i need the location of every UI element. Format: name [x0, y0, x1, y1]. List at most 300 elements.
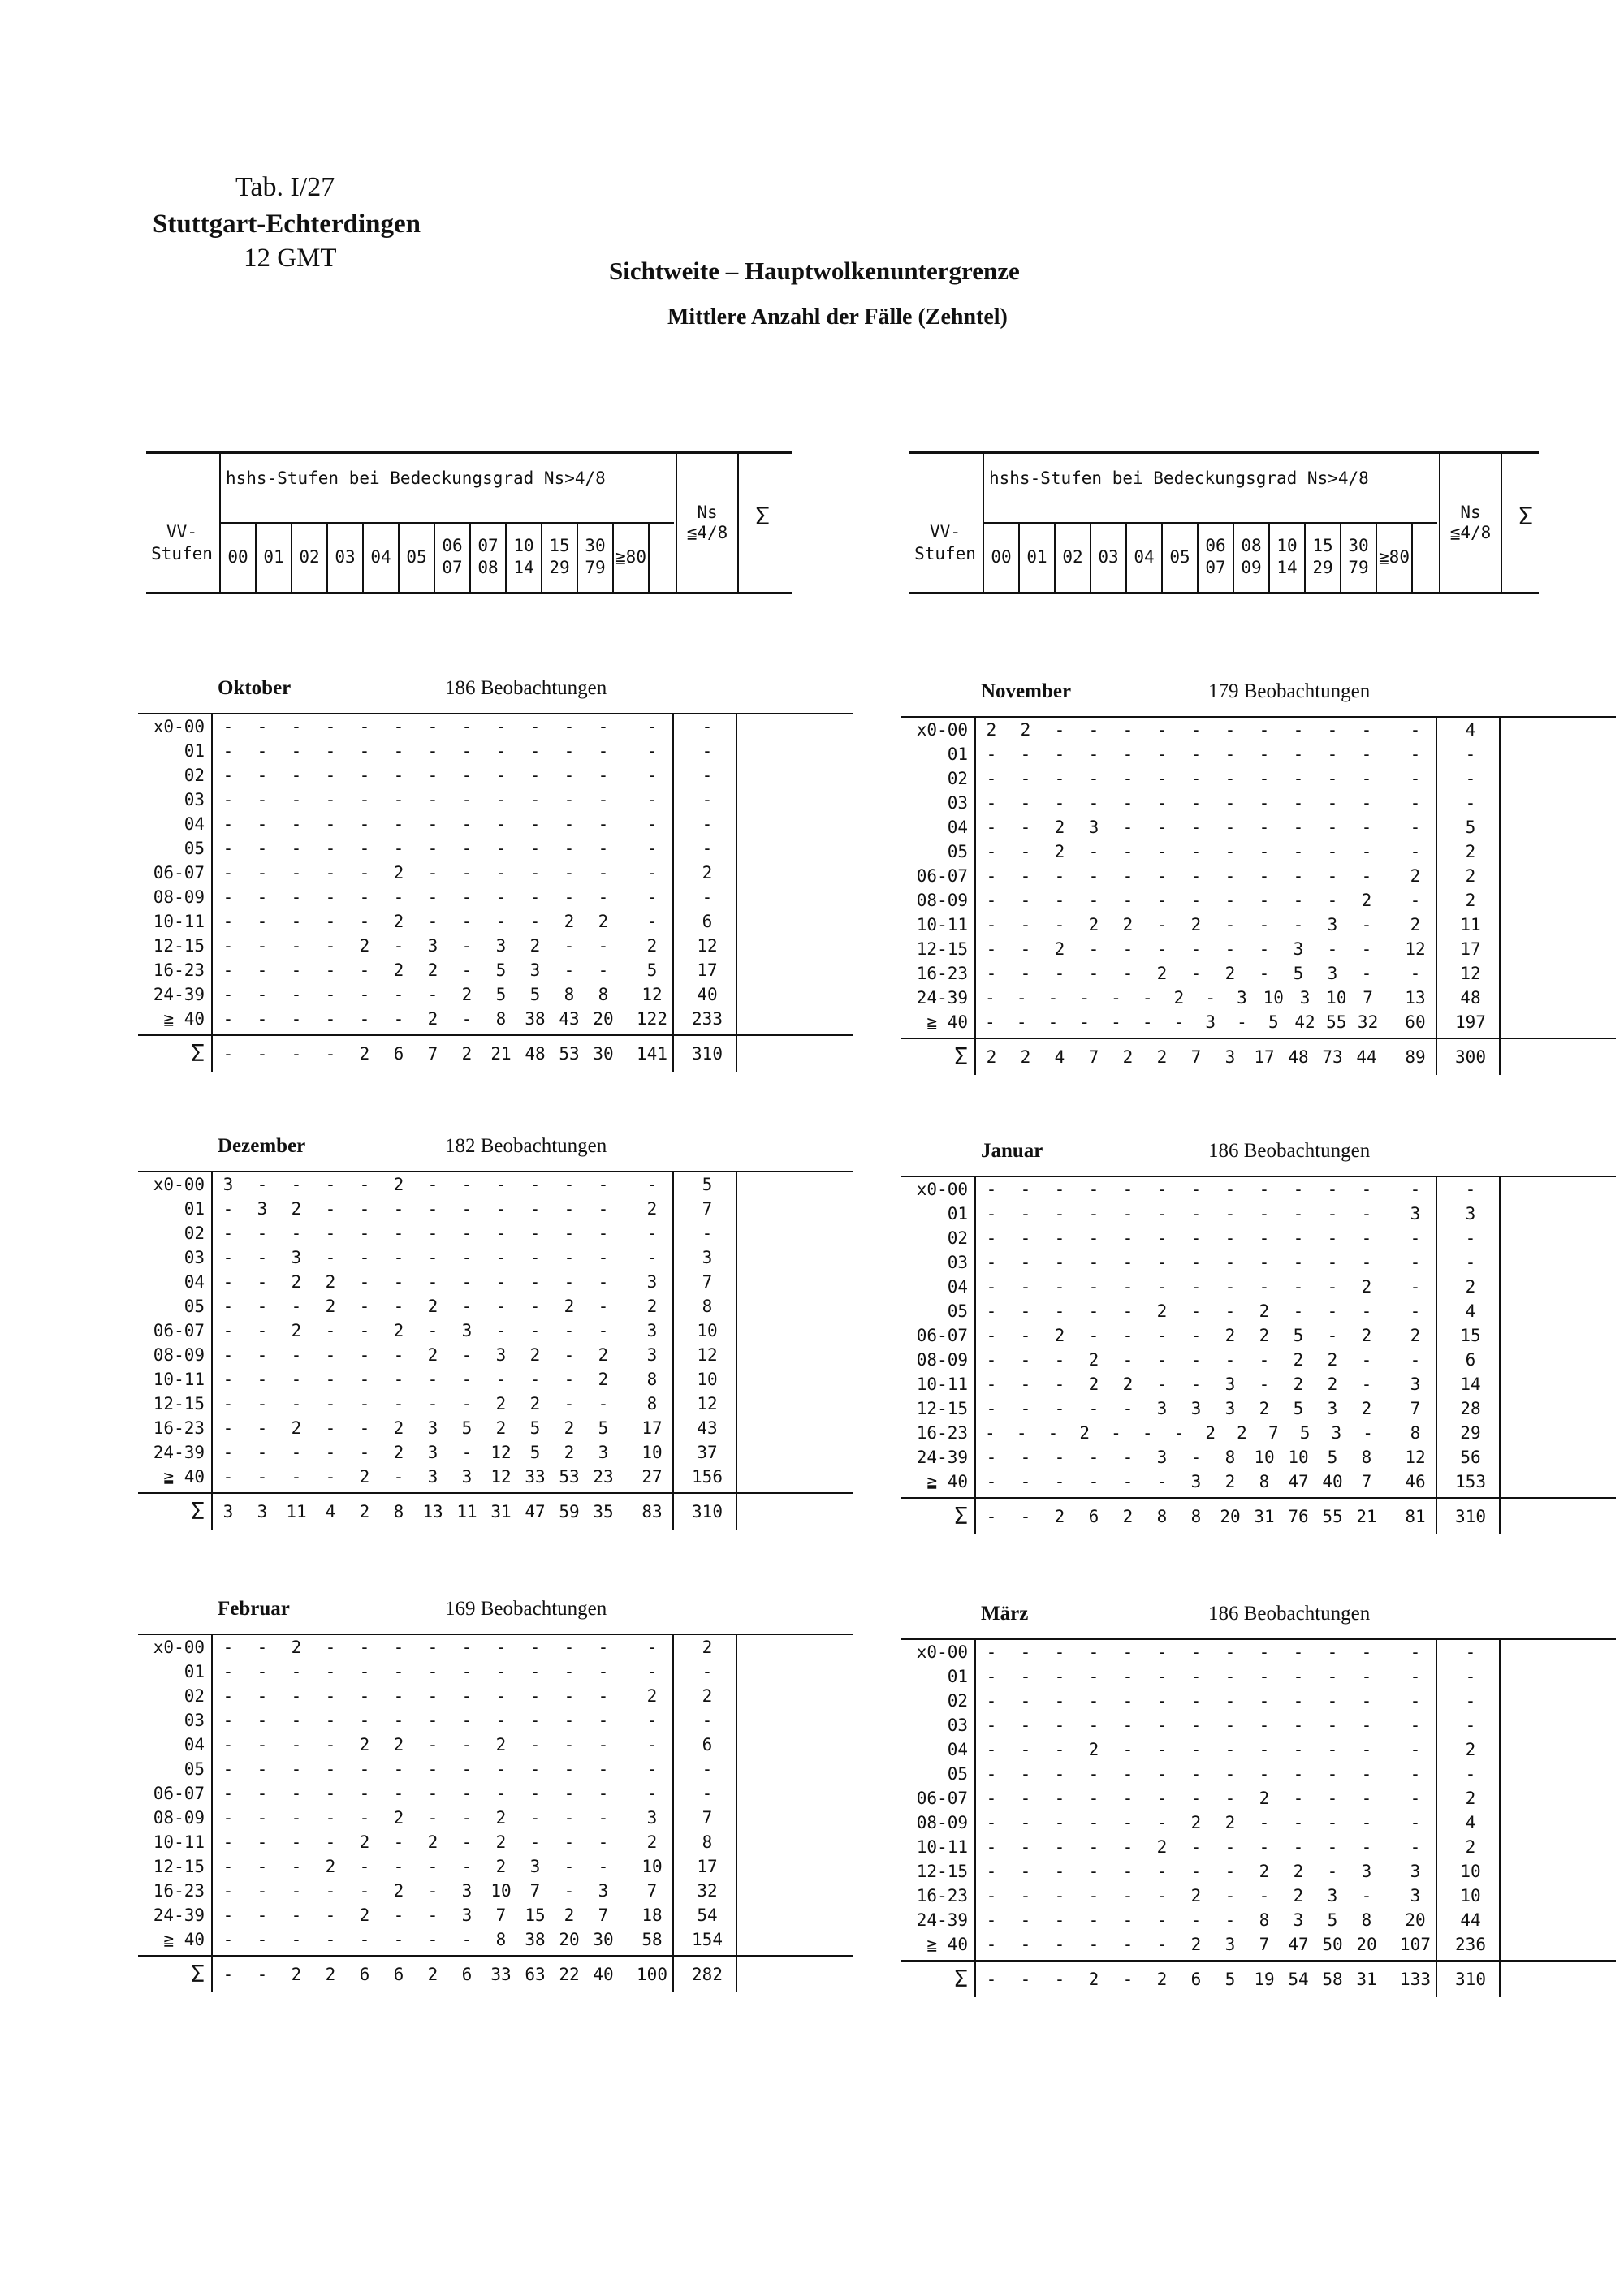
table-cell: -: [291, 985, 302, 1004]
table-cell: 6: [393, 1044, 404, 1064]
sum-row: [901, 1497, 1616, 1534]
table-cell: -: [222, 1370, 234, 1389]
table-cell: -: [1465, 793, 1476, 813]
table-cell: 10: [1263, 988, 1284, 1008]
table-cell: -: [986, 842, 997, 861]
table-cell: -: [1327, 1326, 1338, 1345]
table-cell: 2: [427, 960, 438, 980]
table-cell: -: [529, 1735, 541, 1754]
table-cell: -: [1122, 1667, 1134, 1686]
table-cell: -: [1020, 1691, 1031, 1711]
row-label: 04: [184, 1272, 205, 1292]
table-cell: 310: [692, 1502, 723, 1521]
table-cell: -: [1020, 1642, 1031, 1662]
table-cell: -: [1410, 1740, 1421, 1759]
observation-count: 179 Beobachtungen: [1208, 680, 1371, 702]
table-cell: -: [1020, 1326, 1031, 1345]
table-cell: -: [1156, 1253, 1168, 1272]
table-cell: -: [291, 766, 302, 785]
table-cell: 2: [1088, 1375, 1099, 1394]
table-cell: -: [1054, 1253, 1065, 1272]
table-cell: -: [1224, 1277, 1236, 1297]
table-cell: -: [986, 1691, 997, 1711]
table-cell: 2: [495, 1857, 507, 1876]
table-cell: -: [495, 912, 507, 931]
row-label: 03: [947, 793, 968, 813]
table-cell: 3: [529, 960, 541, 980]
table-cell: 7: [646, 1881, 658, 1901]
table-cell: -: [393, 1662, 404, 1681]
sum-row: [138, 1034, 853, 1072]
table-cell: 5: [495, 960, 507, 980]
table-cell: 3: [1410, 1862, 1421, 1881]
table-cell: -: [702, 741, 713, 761]
table-cell: 2: [359, 1502, 370, 1521]
table-cell: -: [986, 1970, 997, 1989]
table-cell: -: [1293, 1204, 1304, 1224]
table-cell: 2: [393, 960, 404, 980]
table-cell: -: [1293, 1180, 1304, 1199]
table-cell: -: [359, 1662, 370, 1681]
table-cell: -: [1224, 915, 1236, 934]
row-label: 10-11: [153, 1832, 205, 1852]
table-cell: -: [1190, 1326, 1202, 1345]
table-cell: -: [1410, 842, 1421, 861]
table-cell: -: [529, 863, 541, 883]
table-cell: -: [325, 1175, 336, 1194]
table-cell: 54: [697, 1905, 718, 1925]
table-cell: 2: [1122, 1507, 1134, 1526]
stufe-header-cell: 01: [1020, 522, 1056, 592]
table-cell: -: [1122, 1813, 1134, 1832]
table-cell: -: [1054, 1862, 1065, 1881]
row-label: 10-11: [916, 1375, 968, 1394]
table-cell: 5: [1465, 818, 1476, 837]
table-cell: -: [222, 1297, 234, 1316]
table-cell: -: [1054, 1935, 1065, 1954]
table-cell: -: [986, 1180, 997, 1199]
table-cell: -: [646, 1638, 658, 1657]
table-cell: -: [564, 1808, 575, 1828]
table-cell: 3: [1224, 1399, 1236, 1418]
table-cell: 3: [1410, 1204, 1421, 1224]
row-label: Σ: [191, 1040, 205, 1067]
table-cell: -: [986, 1862, 997, 1881]
table-cell: 2: [1156, 1837, 1168, 1857]
table-row: [901, 1640, 1616, 1664]
table-row: [901, 961, 1616, 986]
table-cell: -: [1293, 1789, 1304, 1808]
table-row: [138, 739, 853, 763]
table-cell: -: [461, 1735, 473, 1754]
table-cell: -: [1361, 1204, 1372, 1224]
table-cell: -: [291, 1370, 302, 1389]
table-cell: -: [598, 1808, 609, 1828]
table-cell: -: [1259, 891, 1270, 910]
hstufen-label: hshs-Stufen bei Bedeckungsgrad Ns>4/8: [226, 468, 606, 488]
column-header-right: [909, 451, 1539, 594]
table-cell: -: [427, 1662, 438, 1681]
table-row: [138, 1416, 853, 1440]
table-cell: -: [393, 1711, 404, 1730]
table-cell: -: [1122, 1301, 1134, 1321]
table-cell: -: [1122, 769, 1134, 788]
table-cell: -: [1054, 1204, 1065, 1224]
table-cell: -: [1020, 1277, 1031, 1297]
table-cell: -: [1465, 1764, 1476, 1784]
table-cell: -: [257, 1638, 268, 1657]
table-cell: 310: [692, 1044, 723, 1064]
table-cell: 10: [1460, 1886, 1481, 1905]
table-cell: 10: [1460, 1862, 1481, 1881]
table-cell: 3: [646, 1345, 658, 1365]
table-cell: -: [529, 717, 541, 736]
table-cell: -: [1224, 1837, 1236, 1857]
table-cell: -: [1079, 988, 1090, 1008]
table-cell: 33: [490, 1965, 512, 1984]
month-table-februar: [138, 1591, 853, 1992]
table-cell: -: [1259, 720, 1270, 740]
table-cell: -: [1122, 744, 1134, 764]
table-cell: -: [1020, 1716, 1031, 1735]
table-cell: 156: [692, 1467, 723, 1487]
ns-label: Ns ≦4/8: [1449, 503, 1492, 542]
table-cell: -: [1156, 720, 1168, 740]
table-cell: -: [646, 1784, 658, 1803]
table-row: [138, 958, 853, 982]
table-cell: 3: [1327, 1399, 1338, 1418]
table-cell: -: [564, 1686, 575, 1706]
stufe-header-cell: 30 79: [578, 522, 614, 592]
table-cell: -: [1190, 818, 1202, 837]
table-cell: -: [359, 960, 370, 980]
row-label: x0-00: [916, 1180, 968, 1199]
table-cell: 2: [1259, 1301, 1270, 1321]
table-cell: -: [461, 1808, 473, 1828]
stufe-header-cell: 03: [328, 522, 364, 592]
table-cell: 48: [1460, 988, 1481, 1008]
table-cell: -: [222, 912, 234, 931]
table-cell: -: [1088, 1228, 1099, 1248]
table-cell: -: [495, 1711, 507, 1730]
table-cell: -: [1020, 1862, 1031, 1881]
table-cell: -: [1020, 1228, 1031, 1248]
table-cell: 38: [525, 1930, 546, 1949]
table-cell: -: [646, 1711, 658, 1730]
table-cell: -: [291, 1443, 302, 1462]
table-cell: -: [702, 839, 713, 858]
table-cell: 2: [393, 912, 404, 931]
table-cell: 12: [697, 936, 718, 956]
table-cell: 47: [1288, 1472, 1309, 1491]
table-cell: -: [325, 985, 336, 1004]
table-cell: 13: [1405, 988, 1426, 1008]
row-label: 02: [184, 1686, 205, 1706]
stufe-header-cell: 06 07: [1199, 522, 1234, 592]
table-cell: -: [257, 863, 268, 883]
table-row: [138, 1733, 853, 1757]
table-cell: -: [598, 1686, 609, 1706]
table-cell: -: [1327, 1667, 1338, 1686]
table-cell: 2: [359, 1832, 370, 1852]
table-cell: -: [1224, 744, 1236, 764]
row-label: 12-15: [916, 1862, 968, 1881]
table-cell: -: [1054, 1399, 1065, 1418]
table-cell: -: [291, 1009, 302, 1029]
table-cell: -: [1020, 866, 1031, 886]
table-cell: -: [359, 1199, 370, 1219]
table-cell: -: [359, 1686, 370, 1706]
table-cell: 2: [1410, 866, 1421, 886]
table-cell: -: [1327, 1253, 1338, 1272]
table-cell: -: [1224, 1253, 1236, 1272]
table-cell: -: [359, 839, 370, 858]
table-cell: -: [646, 912, 658, 931]
table-cell: 10: [1288, 1448, 1309, 1467]
table-cell: 2: [564, 1905, 575, 1925]
table-cell: -: [359, 863, 370, 883]
row-label: 06-07: [153, 863, 205, 883]
table-cell: 2: [393, 1808, 404, 1828]
stufen-cells: [984, 522, 1413, 592]
table-cell: 5: [1293, 964, 1304, 983]
row-label: x0-00: [916, 1642, 968, 1662]
table-cell: -: [1327, 1789, 1338, 1808]
table-cell: -: [1122, 1935, 1134, 1954]
table-cell: 4: [1054, 1047, 1065, 1067]
row-label: 24-39: [153, 1905, 205, 1925]
table-cell: -: [461, 1199, 473, 1219]
table-cell: 3: [461, 1905, 473, 1925]
row-label: ≧ 40: [926, 1012, 968, 1032]
table-cell: 81: [1405, 1507, 1426, 1526]
table-cell: -: [1361, 1375, 1372, 1394]
table-cell: -: [1122, 1253, 1134, 1272]
table-cell: -: [222, 1930, 234, 1949]
row-label: 12-15: [916, 939, 968, 959]
table-cell: -: [1156, 1350, 1168, 1370]
table-row: [138, 1343, 853, 1367]
table-cell: 13: [422, 1502, 443, 1521]
table-cell: 7: [598, 1905, 609, 1925]
table-cell: -: [986, 1910, 997, 1930]
table-cell: -: [1361, 1740, 1372, 1759]
table-cell: 5: [702, 1175, 713, 1194]
table-cell: -: [291, 1686, 302, 1706]
table-cell: -: [564, 1711, 575, 1730]
table-cell: 2: [1361, 1399, 1372, 1418]
table-cell: 29: [1460, 1423, 1481, 1443]
table-cell: -: [291, 912, 302, 931]
table-cell: -: [222, 1965, 234, 1984]
table-cell: -: [1088, 891, 1099, 910]
table-cell: -: [529, 1686, 541, 1706]
table-cell: -: [359, 741, 370, 761]
table-cell: -: [495, 1297, 507, 1316]
table-cell: -: [359, 985, 370, 1004]
table-cell: -: [461, 1832, 473, 1852]
table-cell: -: [1410, 1277, 1421, 1297]
table-cell: 7: [1363, 988, 1373, 1008]
table-cell: -: [529, 1370, 541, 1389]
table-cell: -: [427, 1370, 438, 1389]
row-label: 03: [184, 1711, 205, 1730]
table-cell: 2: [325, 1857, 336, 1876]
table-cell: 5: [529, 1443, 541, 1462]
row-label: 06-07: [916, 1789, 968, 1808]
table-cell: 19: [1254, 1970, 1275, 1989]
table-cell: -: [1156, 1204, 1168, 1224]
table-cell: -: [1088, 939, 1099, 959]
table-cell: -: [1224, 1789, 1236, 1808]
table-cell: -: [1190, 1375, 1202, 1394]
table-cell: 42: [1294, 1012, 1315, 1032]
table-cell: -: [325, 1686, 336, 1706]
table-cell: -: [1190, 1764, 1202, 1784]
table-cell: -: [427, 1905, 438, 1925]
table-row: [138, 1927, 853, 1952]
table-cell: -: [1190, 1253, 1202, 1272]
table-cell: -: [461, 1370, 473, 1389]
table-cell: 3: [1293, 939, 1304, 959]
hstufen-label: hshs-Stufen bei Bedeckungsgrad Ns>4/8: [989, 468, 1369, 488]
table-cell: -: [1020, 842, 1031, 861]
table-cell: -: [257, 1808, 268, 1828]
table-cell: -: [986, 1764, 997, 1784]
table-cell: -: [427, 1638, 438, 1657]
table-cell: -: [1465, 1716, 1476, 1735]
table-cell: -: [1293, 1764, 1304, 1784]
table-row: [901, 1737, 1616, 1762]
table-cell: -: [646, 1662, 658, 1681]
table-cell: -: [986, 1935, 997, 1954]
table-cell: 282: [692, 1965, 723, 1984]
table-cell: 40: [1322, 1472, 1343, 1491]
table-cell: -: [461, 1248, 473, 1267]
table-cell: -: [986, 1375, 997, 1394]
row-label: 06-07: [153, 1784, 205, 1803]
row-label: 05: [184, 1297, 205, 1316]
table-cell: -: [598, 1175, 609, 1194]
table-id: Tab. I/27: [235, 172, 335, 202]
ns-label: Ns ≦4/8: [686, 503, 728, 542]
table-cell: -: [1293, 915, 1304, 934]
stufe-header-cell: 10 14: [1270, 522, 1306, 592]
table-cell: -: [257, 1418, 268, 1438]
table-cell: -: [222, 1832, 234, 1852]
table-cell: -: [461, 1638, 473, 1657]
table-cell: -: [222, 1808, 234, 1828]
table-cell: 6: [702, 1735, 713, 1754]
row-label: 05: [184, 839, 205, 858]
table-cell: -: [646, 863, 658, 883]
table-cell: 2: [291, 1321, 302, 1340]
row-label: 04: [184, 814, 205, 834]
table-cell: -: [359, 717, 370, 736]
table-cell: 12: [697, 1394, 718, 1413]
table-cell: -: [598, 1199, 609, 1219]
table-cell: -: [986, 964, 997, 983]
table-cell: -: [257, 1662, 268, 1681]
table-cell: -: [1156, 1277, 1168, 1297]
table-cell: -: [1122, 1716, 1134, 1735]
table-cell: -: [1465, 1228, 1476, 1248]
table-cell: -: [529, 766, 541, 785]
row-label: 10-11: [153, 912, 205, 931]
table-cell: -: [1410, 1180, 1421, 1199]
table-cell: 3: [598, 1881, 609, 1901]
table-cell: -: [1410, 720, 1421, 740]
table-cell: -: [393, 1638, 404, 1657]
table-cell: -: [1156, 1326, 1168, 1345]
table-cell: -: [1361, 964, 1372, 983]
stufe-header-cell: 02: [1056, 522, 1091, 592]
table-cell: -: [1020, 891, 1031, 910]
table-cell: -: [427, 1930, 438, 1949]
table-cell: 20: [1220, 1507, 1241, 1526]
table-cell: -: [598, 1735, 609, 1754]
table-cell: 11: [456, 1502, 477, 1521]
table-cell: -: [257, 1881, 268, 1901]
table-cell: -: [222, 1662, 234, 1681]
table-cell: -: [1293, 866, 1304, 886]
table-cell: -: [1361, 1764, 1372, 1784]
table-cell: 31: [1356, 1970, 1377, 1989]
table-cell: -: [1361, 1716, 1372, 1735]
table-cell: -: [291, 936, 302, 956]
table-cell: 3: [495, 936, 507, 956]
table-cell: -: [427, 741, 438, 761]
table-cell: -: [222, 1759, 234, 1779]
table-cell: -: [1327, 1862, 1338, 1881]
table-cell: -: [291, 1662, 302, 1681]
table-cell: -: [1410, 1228, 1421, 1248]
sigma-header: Σ: [1518, 503, 1534, 531]
table-cell: -: [1410, 1301, 1421, 1321]
table-cell: 3: [1156, 1448, 1168, 1467]
table-cell: -: [1327, 1228, 1338, 1248]
table-cell: -: [1224, 793, 1236, 813]
row-label: 02: [184, 1224, 205, 1243]
table-cell: 2: [325, 1272, 336, 1292]
table-cell: 38: [525, 1009, 546, 1029]
table-cell: -: [1156, 1180, 1168, 1199]
table-cell: -: [427, 1199, 438, 1219]
table-cell: -: [985, 988, 996, 1008]
table-cell: -: [1020, 939, 1031, 959]
table-cell: 17: [697, 1857, 718, 1876]
table-cell: -: [1122, 1350, 1134, 1370]
table-cell: -: [1122, 1691, 1134, 1711]
table-cell: 8: [495, 1930, 507, 1949]
table-cell: -: [291, 887, 302, 907]
table-cell: 3: [1361, 1862, 1372, 1881]
table-row: [138, 1007, 853, 1031]
table-cell: -: [461, 1857, 473, 1876]
table-cell: -: [1088, 1789, 1099, 1808]
table-cell: -: [1327, 1277, 1338, 1297]
table-cell: 2: [1361, 1326, 1372, 1345]
table-cell: -: [1293, 891, 1304, 910]
table-cell: 3: [1410, 1375, 1421, 1394]
table-cell: -: [1020, 1970, 1031, 1989]
table-cell: -: [564, 1175, 575, 1194]
table-cell: -: [1156, 842, 1168, 861]
table-cell: 2: [393, 863, 404, 883]
table-cell: -: [1190, 964, 1202, 983]
row-label: x0-00: [153, 717, 205, 736]
table-cell: 6: [1465, 1350, 1476, 1370]
